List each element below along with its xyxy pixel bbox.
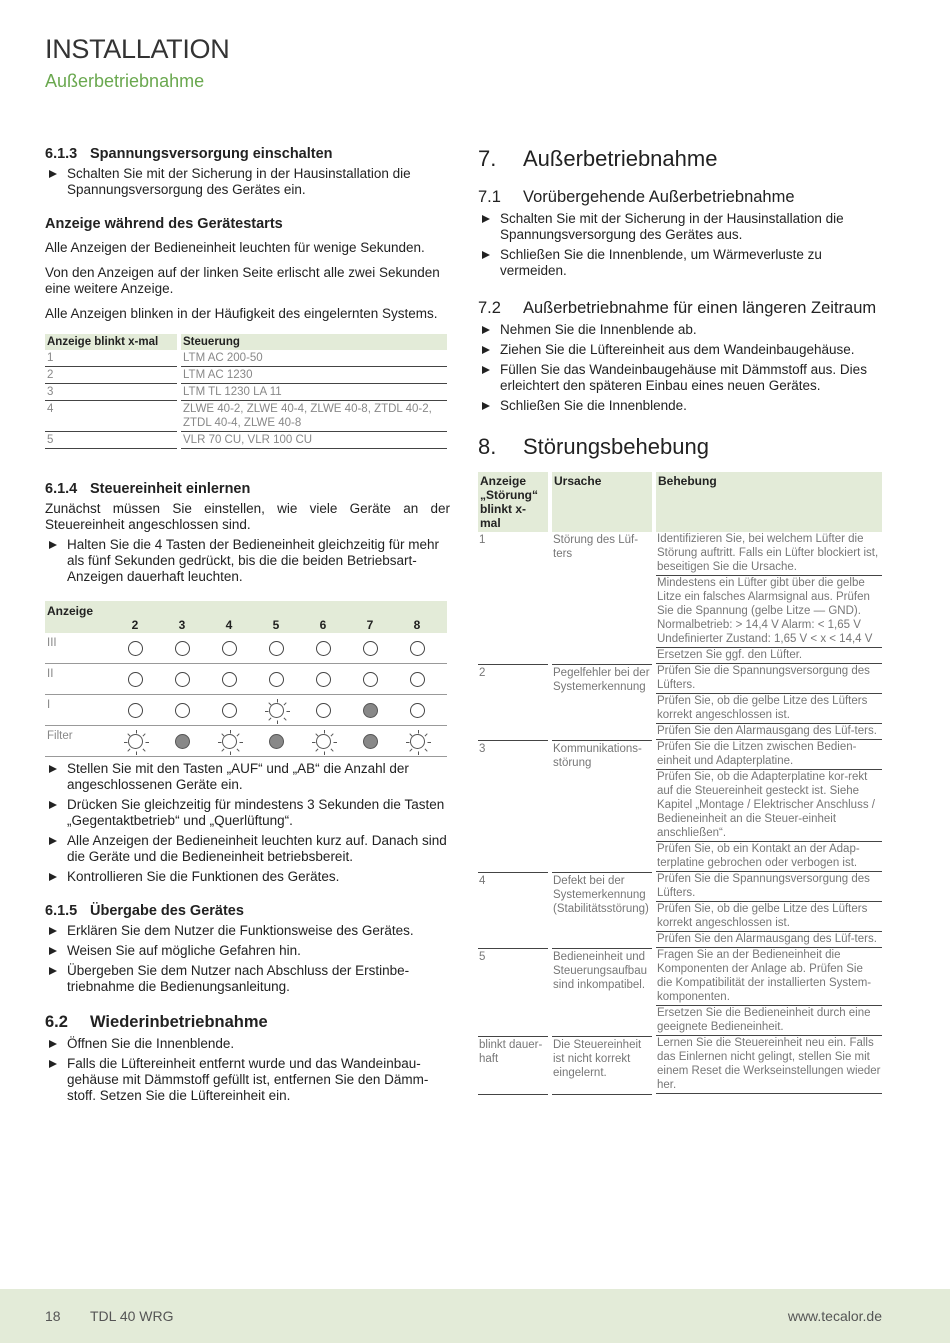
column-separator [203, 633, 207, 663]
remedy-text: Prüfen Sie den Alarmausgang des Lüf-ters. [656, 724, 882, 740]
remedy-text: Prüfen Sie die Spannungsversorgung des Lüfters. [656, 872, 882, 902]
grid-column-label: 4 [225, 618, 233, 632]
grid-column-label: 5 [272, 618, 280, 632]
led-off-icon [269, 641, 284, 656]
paragraph: Von den Anzeigen auf der linken Seite erlischt alle zwei Sekunden eine weitere Anzeige. [45, 265, 440, 296]
column-separator [203, 664, 207, 694]
table-row: 5 VLR 70 CU, VLR 100 CU [45, 432, 447, 449]
grid-label: Anzeige [47, 604, 94, 618]
column-separator [156, 726, 160, 756]
led-off-icon [128, 672, 143, 687]
list-item: Stellen Sie mit den Tasten „AUF“ und „AB“ die Anzahl der angeschlossenen Geräte ein. [45, 761, 450, 793]
table-header: Steuerung [179, 334, 447, 350]
remedy-text: Prüfen Sie, ob die gelbe Litze des Lüfters korrekt angeschlossen ist. [656, 694, 882, 724]
error-cause: Die Steuereinheit ist nicht korrekt eingelernt. [550, 1036, 654, 1094]
list-item: Öffnen Sie die Innenblende. [45, 1036, 450, 1052]
remedy-text: Mindestens ein Lüfter gibt über die gelbe Litze ein falsches Alarmsignal aus. Prüfen Sie die Spannung (gelbe Litze — GND). Normalbetrieb: > 14,4 V Alarm: < 1,65 V Undefinierter Zustand: 1,65 V < x < 14,4 V [656, 576, 882, 648]
led-display-grid [45, 601, 447, 757]
led-off-icon [222, 703, 237, 718]
led-off-icon [128, 641, 143, 656]
led-off-icon [175, 641, 190, 656]
led-off-icon [410, 672, 425, 687]
led-on-icon [269, 734, 284, 749]
bullet-triangle-icon [482, 402, 490, 410]
grid-column-label: 2 [131, 618, 139, 632]
column-separator [156, 633, 160, 663]
table-row: 2 LTM AC 1230 [45, 367, 447, 384]
page-footer [0, 1289, 950, 1343]
column-separator [391, 695, 395, 725]
list-item: Schließen Sie die Innenblende. [478, 398, 882, 414]
table-row [478, 948, 882, 1036]
paragraph: Alle Anzeigen der Bedieneinheit leuchten für wenige Sekunden. [45, 240, 425, 255]
grid-row-label: Filter [47, 730, 73, 742]
column-separator [297, 633, 301, 663]
led-off-icon [175, 672, 190, 687]
list-item: Halten Sie die 4 Tasten der Bedieneinheit gleichzeitig für mehr als fünf Sekunden gedrückt, bis die die beiden Betriebsart-Anzeigen dauerhaft leuchten. [45, 537, 450, 585]
list-item: Erklären Sie dem Nutzer die Funktionsweise des Gerätes. [45, 923, 450, 939]
bullet-triangle-icon [49, 837, 57, 845]
column-separator [391, 726, 395, 756]
grid-header [45, 601, 447, 633]
remedy-cell [654, 740, 882, 872]
grid-column-label: 7 [366, 618, 374, 632]
column-separator [391, 633, 395, 663]
led-off-icon [269, 672, 284, 687]
grid-row [45, 726, 447, 757]
table-row [478, 532, 882, 664]
led-on-icon [363, 703, 378, 718]
bullet-triangle-icon [49, 1060, 57, 1068]
table-header: Anzeige „Störung“ blinkt x-mal [478, 472, 550, 532]
led-off-icon [316, 703, 331, 718]
section-7-heading: 7. Außerbetriebnahme [478, 146, 718, 171]
column-separator [203, 726, 207, 756]
column-separator [203, 695, 207, 725]
list-item: Nehmen Sie die Innenblende ab. [478, 322, 882, 338]
section-8-heading: 8. Störungsbehebung [478, 434, 709, 459]
led-off-icon [222, 672, 237, 687]
grid-column-label: 3 [178, 618, 186, 632]
list-item: Falls die Lüftereinheit entfernt wurde und das Wandeinbau-gehäuse mit Dämmstoff gefüllt ist, entfernen Sie den Dämm-stoff. Setzen Sie die Lüftereinheit ein. [45, 1056, 450, 1104]
blink-rays-icon [311, 729, 338, 756]
blink-rays-icon [123, 729, 150, 756]
grid-row [45, 664, 447, 695]
section-6-2-list [45, 1036, 450, 1104]
bullet-triangle-icon [49, 1040, 57, 1048]
list-item: Übergeben Sie dem Nutzer nach Abschluss der Erstinbe-triebnahme die Bedienungsanleitung. [45, 963, 450, 995]
anzeige-heading: Anzeige während des Gerätestarts [45, 216, 283, 232]
led-blinking-icon [316, 734, 331, 749]
column-separator [156, 664, 160, 694]
section-6-1-4-list-2 [45, 761, 450, 885]
remedy-text: Prüfen Sie die Spannungsversorgung des Lüfters. [656, 664, 882, 694]
led-blinking-icon [222, 734, 237, 749]
grid-row-label: I [47, 699, 51, 711]
list-item: Ziehen Sie die Lüftereinheit aus dem Wandeinbaugehäuse. [478, 342, 882, 358]
led-off-icon [363, 672, 378, 687]
led-off-icon [410, 641, 425, 656]
section-6-1-5-heading: 6.1.5 Übergabe des Gerätes [45, 903, 244, 919]
website-link[interactable]: www.tecalor.de [787, 1308, 882, 1324]
model-name: TDL 40 WRG [90, 1308, 174, 1324]
column-separator [156, 695, 160, 725]
control-table [45, 334, 447, 449]
remedy-text: Lernen Sie die Steuereinheit neu ein. Falls das Einlernen nicht gelingt, stellen Sie mit einem Reset die Werkseinstellungen wieder her. [656, 1036, 882, 1094]
bullet-triangle-icon [49, 801, 57, 809]
table-row [478, 664, 882, 740]
table-row: 4 ZLWE 40-2, ZLWE 40-4, ZLWE 40-8, ZTDL 40-2, ZTDL 40-4, ZLWE 40-8 [45, 401, 447, 432]
table-header: Behebung [654, 472, 882, 532]
led-off-icon [410, 703, 425, 718]
led-on-icon [175, 734, 190, 749]
list-item: Schließen Sie die Innenblende, um Wärmeverluste zu vermeiden. [478, 247, 882, 279]
error-code: 3 [478, 740, 550, 872]
table-row [478, 1036, 882, 1094]
column-separator [250, 633, 254, 663]
bullet-triangle-icon [49, 967, 57, 975]
led-off-icon [128, 703, 143, 718]
remedy-cell [654, 1036, 882, 1094]
column-separator [297, 664, 301, 694]
list-item: Drücken Sie gleichzeitig für mindestens 3 Sekunden die Tasten „Gegentaktbetrieb“ und „Querlüftung“. [45, 797, 450, 829]
error-cause: Bedieneinheit und Steuerungsaufbau sind inkompatibel. [550, 948, 654, 1036]
column-separator [344, 664, 348, 694]
remedy-text: Prüfen Sie die Litzen zwischen Bedien-einheit und Adapterplatine. [656, 740, 882, 770]
error-cause: Störung des Lüf-ters [550, 532, 654, 664]
bullet-triangle-icon [482, 326, 490, 334]
error-code: 5 [478, 948, 550, 1036]
column-separator [250, 726, 254, 756]
column-separator [391, 664, 395, 694]
blink-rays-icon [217, 729, 244, 756]
led-blinking-icon [128, 734, 143, 749]
section-6-2-heading: 6.2 Wiederinbetriebnahme [45, 1013, 268, 1031]
bullet-triangle-icon [482, 346, 490, 354]
remedy-text: Fragen Sie an der Bedieneinheit die Komponenten der Anlage ab. Prüfen Sie die Kompatibilität der installierten System-komponenten. [656, 948, 882, 1006]
led-blinking-icon [410, 734, 425, 749]
grid-row-label: III [47, 637, 57, 649]
section-7-2-list [478, 322, 882, 414]
column-separator [344, 695, 348, 725]
table-header: Ursache [550, 472, 654, 532]
bullet-triangle-icon [49, 947, 57, 955]
remedy-text: Ersetzen Sie die Bedieneinheit durch eine geeignete Bedieneinheit. [656, 1006, 882, 1036]
remedy-text: Prüfen Sie den Alarmausgang des Lüf-ters. [656, 932, 882, 948]
page-number: 18 [45, 1308, 61, 1324]
error-code: 2 [478, 664, 550, 740]
list-item: Alle Anzeigen der Bedieneinheit leuchten kurz auf. Danach sind die Geräte und die Bedieneinheit betriebsbereit. [45, 833, 450, 865]
remedy-cell [654, 872, 882, 948]
error-cause: Kommunikations-störung [550, 740, 654, 872]
table-header: Anzeige blinkt x-mal [45, 334, 179, 350]
error-cause: Defekt bei der Systemerkennung (Stabilitätsstörung) [550, 872, 654, 948]
led-on-icon [363, 734, 378, 749]
bullet-triangle-icon [49, 927, 57, 935]
column-separator [344, 633, 348, 663]
remedy-text: Prüfen Sie, ob die Adapterplatine kor-rekt auf die Steuereinheit gesteckt ist. Siehe Kapitel „Montage / Elektrischer Anschluss / Bedieneinheit an die Steuer-einheit anschließen“. [656, 770, 882, 842]
left-column [45, 146, 450, 1112]
bullet-triangle-icon [482, 215, 490, 223]
remedy-text: Identifizieren Sie, bei welchem Lüfter die Störung auftritt. Falls ein Lüfter blockiert ist, beseitigen Sie die Ursache. [656, 532, 882, 576]
column-separator [250, 695, 254, 725]
led-off-icon [316, 641, 331, 656]
column-separator [250, 664, 254, 694]
table-row: 1 LTM AC 200-50 [45, 350, 447, 367]
error-code: blinkt dauer-haft [478, 1036, 550, 1094]
list-item: Schalten Sie mit der Sicherung in der Hausinstallation die Spannungsversorgung des Gerätes ein. [45, 166, 450, 198]
section-7-2-heading: 7.2 Außerbetriebnahme für einen längeren Zeitraum [478, 299, 877, 317]
bullet-triangle-icon [49, 170, 57, 178]
column-separator [297, 726, 301, 756]
blink-rays-icon [264, 698, 291, 725]
list-item: Schalten Sie mit der Sicherung in der Hausinstallation die Spannungsversorgung des Gerätes aus. [478, 211, 882, 243]
led-off-icon [316, 672, 331, 687]
grid-row [45, 695, 447, 726]
bullet-triangle-icon [49, 765, 57, 773]
table-row [478, 740, 882, 872]
bullet-triangle-icon [482, 251, 490, 259]
table-row: 3 LTM TL 1230 LA 11 [45, 384, 447, 401]
grid-column-label: 8 [413, 618, 421, 632]
paragraph: Alle Anzeigen blinken in der Häufigkeit des eingelernten Systems. [45, 306, 438, 321]
section-6-1-4-heading: 6.1.4 Steuereinheit einlernen [45, 481, 251, 497]
paragraph: Zunächst müssen Sie einstellen, wie viele Geräte an der Steuereinheit angeschlossen sind. [45, 501, 450, 532]
bullet-triangle-icon [482, 366, 490, 374]
remedy-text: Prüfen Sie, ob ein Kontakt an der Adap-terplatine gebrochen oder verbogen ist. [656, 842, 882, 872]
section-7-1-heading: 7.1 Vorübergehende Außerbetriebnahme [478, 188, 795, 206]
grid-row-label: II [47, 668, 54, 680]
error-cause: Pegelfehler bei der Systemerkennung [550, 664, 654, 740]
remedy-text: Ersetzen Sie ggf. den Lüfter. [656, 648, 882, 664]
remedy-cell [654, 532, 882, 664]
remedy-text: Prüfen Sie, ob die gelbe Litze des Lüfters korrekt angeschlossen ist. [656, 902, 882, 932]
error-code: 4 [478, 872, 550, 948]
remedy-cell [654, 948, 882, 1036]
right-column [478, 146, 882, 1095]
list-item: Weisen Sie auf mögliche Gefahren hin. [45, 943, 450, 959]
led-blinking-icon [269, 703, 284, 718]
page-header-title: INSTALLATION [45, 34, 230, 64]
section-7-1-list [478, 211, 882, 279]
bullet-triangle-icon [49, 541, 57, 549]
grid-row [45, 633, 447, 664]
page-header-subtitle: Außerbetriebnahme [45, 71, 205, 91]
error-code: 1 [478, 532, 550, 664]
led-off-icon [175, 703, 190, 718]
bullet-triangle-icon [49, 873, 57, 881]
led-off-icon [222, 641, 237, 656]
troubleshooting-table [478, 472, 882, 1095]
list-item: Kontrollieren Sie die Funktionen des Gerätes. [45, 869, 450, 885]
column-separator [297, 695, 301, 725]
remedy-cell [654, 664, 882, 740]
led-off-icon [363, 641, 378, 656]
blink-rays-icon [405, 729, 432, 756]
grid-column-label: 6 [319, 618, 327, 632]
table-row [478, 872, 882, 948]
section-6-1-5-list [45, 923, 450, 995]
list-item: Füllen Sie das Wandeinbaugehäuse mit Dämmstoff aus. Dies erleichtert den späteren Einbau eines neuen Gerätes. [478, 362, 882, 394]
section-6-1-4-list [45, 537, 450, 585]
section-6-1-3-list [45, 166, 450, 198]
section-6-1-3-heading: 6.1.3 Spannungsversorgung einschalten [45, 146, 333, 162]
column-separator [344, 726, 348, 756]
